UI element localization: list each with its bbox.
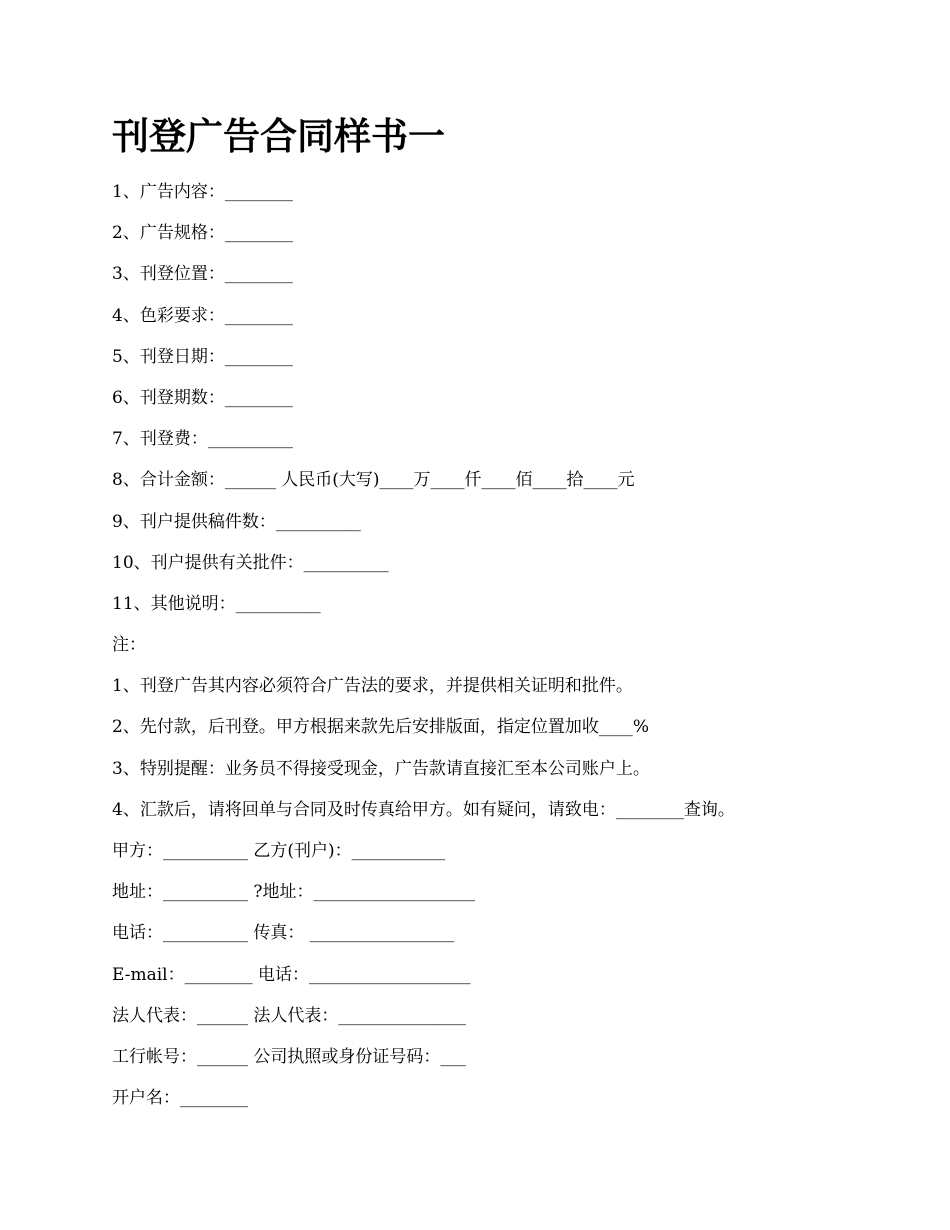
clause-ad-position: 3、刊登位置：________ (112, 264, 293, 285)
party-names-row: 甲方：__________ 乙方(刊户)：___________ (112, 841, 446, 861)
clause-color-requirement: 4、色彩要求：________ (112, 305, 293, 326)
clause-total-amount: 8、合计金额：______ 人民币(大写)____万____仟____佰____拾____元 (112, 470, 635, 491)
party-address-row: 地址：__________ ?地址：___________________ (112, 882, 476, 903)
note-3-no-cash: 3、特别提醒：业务员不得接受现金，广告款请直接汇至本公司账户上。 (112, 758, 650, 779)
clause-publish-issues: 6、刊登期数：________ (112, 387, 293, 408)
note-4-fax-receipt: 4、汇款后，请将回单与合同及时传真给甲方。如有疑问，请致电：________查询。 (112, 799, 735, 820)
clause-ad-content: 1、广告内容：________ (112, 182, 293, 202)
party-legal-rep-row: 法人代表：______ 法人代表：_______________ (112, 1005, 466, 1026)
document-title: 刊登广告合同样书一 (112, 114, 445, 158)
clause-ad-size: 2、广告规格：________ (112, 223, 293, 244)
clause-other-notes: 11、其他说明：__________ (112, 593, 321, 614)
clause-publish-date: 5、刊登日期：________ (112, 346, 293, 367)
note-1-legal-compliance: 1、刊登广告其内容必须符合广告法的要求，并提供相关证明和批件。 (112, 676, 633, 697)
notes-heading: 注： (112, 635, 146, 656)
document-body (112, 178, 872, 1125)
party-phone-fax-row: 电话：__________ 传真： _________________ (112, 923, 455, 944)
clause-manuscript-count: 9、刊户提供稿件数：__________ (112, 511, 361, 532)
clause-publish-fee: 7、刊登费：__________ (112, 429, 293, 450)
party-account-name-row: 开户名：________ (112, 1088, 248, 1109)
clause-approval-documents: 10、刊户提供有关批件：__________ (112, 552, 389, 573)
party-email-phone-row: E-mail：________ 电话：___________________ (112, 964, 471, 985)
party-bank-license-row: 工行帐号：______ 公司执照或身份证号码：___ (112, 1046, 466, 1067)
note-2-payment-first: 2、先付款，后刊登。甲方根据来款先后安排版面，指定位置加收____% (112, 717, 649, 738)
